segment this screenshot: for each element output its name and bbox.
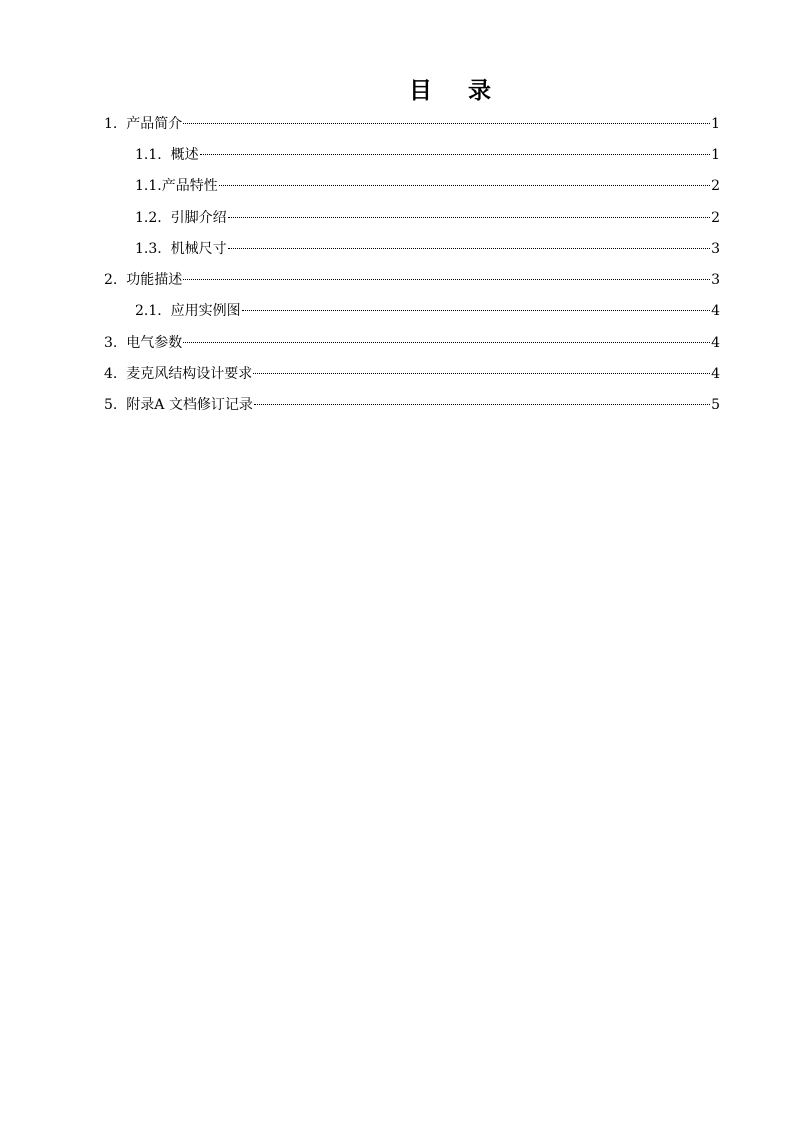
- toc-entry-page: 4: [711, 366, 720, 382]
- toc-entry-number: 1.3.: [135, 241, 171, 257]
- toc-entry-page: 1: [711, 116, 720, 132]
- toc-entry-label: 功能描述: [126, 272, 183, 288]
- dot-leader: [228, 217, 710, 218]
- toc-entry-page: 4: [711, 335, 720, 351]
- dot-leader: [253, 373, 710, 374]
- toc-entry-number: 5.: [104, 397, 127, 413]
- toc-entry[interactable]: [104, 364, 720, 384]
- toc-entry-page: 2: [711, 178, 720, 194]
- toc-entry-label: 机械尺寸: [170, 241, 227, 257]
- toc-entry[interactable]: [104, 333, 720, 353]
- toc-entry-label: 应用实例图: [170, 303, 241, 319]
- dot-leader: [183, 123, 710, 124]
- toc-entry[interactable]: [104, 395, 720, 415]
- toc-entry-page: 3: [711, 241, 720, 257]
- toc-entry-page: 2: [711, 210, 720, 226]
- toc-entry[interactable]: [135, 176, 720, 196]
- toc-entry-page: 1: [711, 147, 720, 163]
- toc-entry-label: 概述: [170, 147, 199, 163]
- toc-entry[interactable]: [135, 145, 720, 165]
- toc-entry-number: 2.1.: [135, 303, 171, 319]
- dot-leader: [228, 248, 710, 249]
- toc-entry[interactable]: [135, 239, 720, 259]
- dot-leader: [254, 404, 710, 405]
- toc-entry-number: 2.: [104, 272, 127, 288]
- dot-leader: [200, 154, 710, 155]
- toc-entry-label: 产品简介: [126, 116, 183, 132]
- toc-entry-number: 1.: [104, 116, 127, 132]
- toc-entry[interactable]: [104, 114, 720, 134]
- toc-entry-number: 1.2.: [135, 210, 171, 226]
- toc-entry-label: 引脚介绍: [170, 210, 227, 226]
- toc-entry-label: 电气参数: [126, 335, 183, 351]
- toc-entry-page: 4: [711, 303, 720, 319]
- toc-entry[interactable]: [135, 208, 720, 228]
- toc-entry-label: 产品特性: [161, 178, 218, 194]
- toc-entry[interactable]: [104, 270, 720, 290]
- dot-leader: [183, 342, 710, 343]
- toc-entry-number: 4.: [104, 366, 127, 382]
- toc-entry-page: 5: [711, 397, 720, 413]
- toc-entry-page: 3: [711, 272, 720, 288]
- dot-leader: [219, 185, 710, 186]
- toc-entry-number: 3.: [104, 335, 127, 351]
- dot-leader: [183, 279, 710, 280]
- toc-entry-number: 1.1.: [135, 178, 162, 194]
- toc-entry-label: 附录A 文档修订记录: [126, 397, 253, 413]
- toc-entry-number: 1.1.: [135, 147, 171, 163]
- toc-entry[interactable]: [135, 301, 720, 321]
- dot-leader: [242, 310, 710, 311]
- toc-entry-label: 麦克风结构设计要求: [126, 366, 253, 382]
- toc-title: 目 录: [408, 78, 505, 104]
